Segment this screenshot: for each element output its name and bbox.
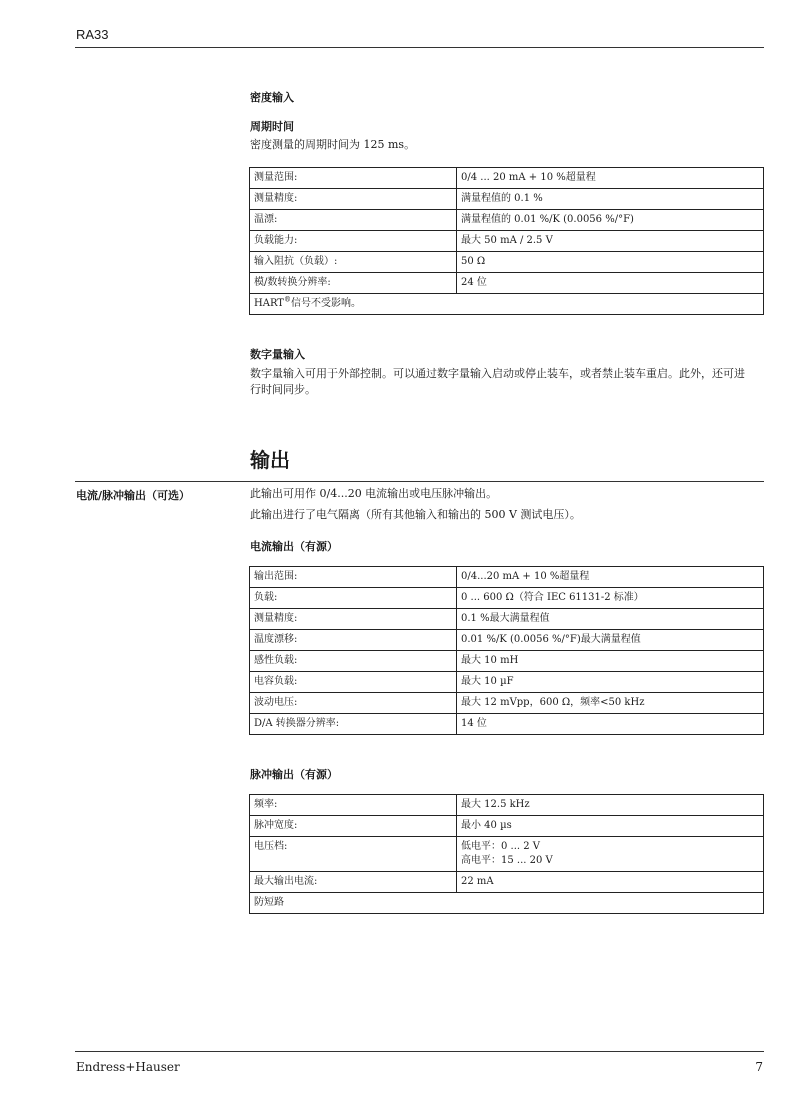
table-row (250, 273, 764, 294)
row-value: 22 mA (457, 872, 764, 893)
voltage-low: 低电平：0 ... 2 V (461, 841, 541, 852)
voltage-high: 高电平：15 ... 20 V (461, 855, 553, 866)
table-row (250, 252, 764, 273)
row-label: 负载能力: (250, 231, 457, 252)
table-row (250, 189, 764, 210)
table-row (250, 630, 764, 651)
row-value: 0/4...20 mA + 10 %超量程 (457, 567, 764, 588)
table-row (250, 795, 764, 816)
row-label: 频率: (250, 795, 457, 816)
row-value: 0.1 %最大满量程值 (457, 609, 764, 630)
table-row (250, 693, 764, 714)
footer-brand: Endress+Hauser (76, 1060, 180, 1074)
table-row (250, 210, 764, 231)
row-label: 模/数转换分辨率: (250, 273, 457, 294)
row-value: 50 Ω (457, 252, 764, 273)
row-value: 最大 10 µF (457, 672, 764, 693)
row-value: 满量程值的 0.01 %/K (0.0056 %/°F) (457, 210, 764, 231)
row-label: 电压档: (250, 837, 457, 872)
row-label: 温漂: (250, 210, 457, 231)
row-label: 最大输出电流: (250, 872, 457, 893)
pulse-output-heading: 脉冲输出（有源） (250, 768, 338, 781)
table-row (250, 588, 764, 609)
output-line-1: 此输出可用作 0/4...20 电流输出或电压脉冲输出。 (250, 487, 498, 500)
digital-input-text: 数字量输入可用于外部控制。可以通过数字量输入启动或停止装车，或者禁止装车重启。此外，还可进行时间同步。 (250, 367, 745, 396)
row-value (457, 837, 764, 872)
table-row (250, 294, 764, 315)
hart-note-suffix: 信号不受影响。 (290, 298, 361, 309)
row-value: 0/4 ... 20 mA + 10 %超量程 (457, 168, 764, 189)
row-value: 最大 50 mA / 2.5 V (457, 231, 764, 252)
row-label: 测量精度: (250, 189, 457, 210)
row-label: 电容负载: (250, 672, 457, 693)
footer-rule (75, 1051, 764, 1052)
row-label: D/A 转换器分辨率: (250, 714, 457, 735)
table-row (250, 231, 764, 252)
header-rule (75, 47, 764, 48)
table-row (250, 714, 764, 735)
table-row (250, 816, 764, 837)
row-label: 感性负载: (250, 651, 457, 672)
row-value: 0.01 %/K (0.0056 %/°F)最大满量程值 (457, 630, 764, 651)
row-label: 测量精度: (250, 609, 457, 630)
table-row (250, 837, 764, 872)
row-value: 最大 12.5 kHz (457, 795, 764, 816)
row-value: 24 位 (457, 273, 764, 294)
row-value: 最大 10 mH (457, 651, 764, 672)
table-row (250, 567, 764, 588)
density-input-heading: 密度输入 (250, 91, 294, 104)
row-label: 温度漂移: (250, 630, 457, 651)
table-row (250, 168, 764, 189)
row-label: 测量范围: (250, 168, 457, 189)
digital-input-heading: 数字量输入 (250, 348, 305, 361)
pulse-output-table (249, 794, 764, 914)
table-row (250, 609, 764, 630)
row-label: 负载: (250, 588, 457, 609)
table-row (250, 893, 764, 914)
cycle-time-text: 密度测量的周期时间为 125 ms。 (250, 138, 416, 151)
row-label: 波动电压: (250, 693, 457, 714)
output-heading: 输出 (250, 448, 290, 472)
output-line-2: 此输出进行了电气隔离（所有其他输入和输出的 500 V 测试电压）。 (250, 508, 581, 521)
row-label: 输出范围: (250, 567, 457, 588)
row-label: 输入阻抗（负载）: (250, 252, 457, 273)
output-rule (75, 481, 764, 482)
hart-note-prefix: HART (254, 298, 284, 309)
row-value: 最小 40 µs (457, 816, 764, 837)
hart-note (250, 294, 764, 315)
table-row (250, 672, 764, 693)
row-value: 0 ... 600 Ω（符合 IEC 61131-2 标准） (457, 588, 764, 609)
document-code: RA33 (76, 27, 109, 42)
density-input-table (249, 167, 764, 315)
row-label: 脉冲宽度: (250, 816, 457, 837)
table-row (250, 872, 764, 893)
registered-mark: ® (283, 295, 291, 304)
current-output-heading: 电流输出（有源） (250, 540, 338, 553)
row-value: 满量程值的 0.1 % (457, 189, 764, 210)
page-number: 7 (755, 1060, 763, 1074)
row-value: 14 位 (457, 714, 764, 735)
table-row (250, 651, 764, 672)
row-value: 最大 12 mVpp，600 Ω，频率<50 kHz (457, 693, 764, 714)
cycle-time-heading: 周期时间 (250, 120, 294, 133)
current-output-table (249, 566, 764, 735)
short-circuit-note: 防短路 (250, 893, 764, 914)
current-pulse-output-label: 电流/脉冲输出（可选） (76, 489, 191, 502)
